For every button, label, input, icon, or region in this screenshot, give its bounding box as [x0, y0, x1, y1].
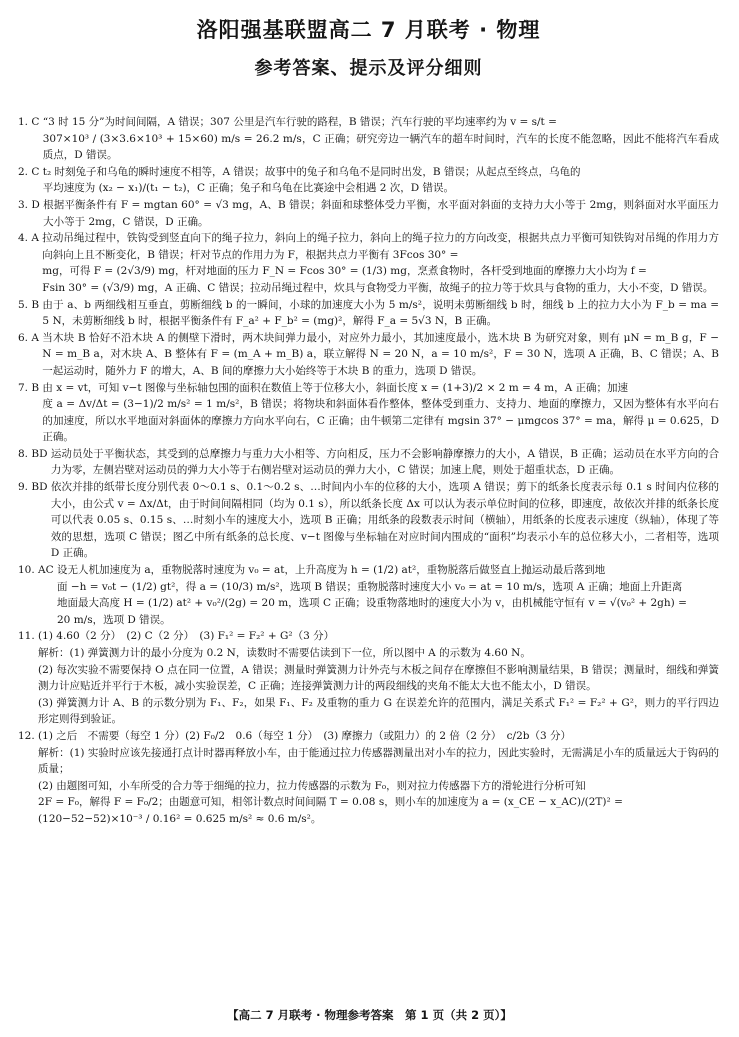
answer-body	[43, 164, 719, 197]
answer-item	[18, 562, 719, 628]
answer-line: 度 a = Δv/Δt = (3−1)/2 m/s² = 1 m/s²，B 错误；将物块和斜面体看作整体，整体受到重力、支持力、地面的摩擦力，又因为整体有水平向右的加速度，所以水平地面对斜面体的摩擦力方向水平向右，C 正确；由牛顿第二定律有 mgsin 37° − μmgcos 37° = ma，解得 μ = 0.625，D 正确。	[42, 398, 719, 444]
answer-item	[18, 114, 719, 164]
answer-number: 3. D	[18, 198, 44, 211]
answer-number: 7. B	[18, 381, 43, 394]
answer-number: 2. C	[18, 165, 43, 178]
answer-line: 地面最大高度 H = (1/2) at² + v₀²/(2g) = 20 m，选项 C 正确；设重物落地时的速度大小为 v，由机械能守恒有 v = √(v₀² + 2gh) =	[57, 597, 687, 610]
answer-line: (2) 每次实验不需要保持 O 点在同一位置，A 错误；测量时弹簧测力计外壳与木板之间存在摩擦但不影响测量结果，B 错误；测量时，细线和弹簧测力计应贴近并平行于木板，减小实验误差，C 正确；连接弹簧测力计的两段细线的夹角不能太大也不能太小，D 错误。	[38, 663, 719, 693]
answer-line: 307×10³ / (3×3.6×10³ + 15×60) m/s = 26.2 m/s，C 正确；研究旁边一辆汽车的超车时间时，汽车的长度不能忽略，因此不能将汽车看成质点，D 错误。	[42, 132, 719, 162]
answers-list	[18, 114, 719, 828]
answer-line: (3) 弹簧测力计 A、B 的示数分别为 F₁、F₂，如果 F₁、F₂ 及重物的重力 G 在误差允许的范围内，满足关系式 F₁² = F₂² + G²，则力的平行四边形定则得到验证。	[38, 696, 719, 726]
answer-line: (120−52−52)×10⁻³ / 0.16² = 0.625 m/s² ≈ 0.6 m/s²。	[38, 812, 322, 825]
answer-line: 依次并排的纸带长度分别代表 0～0.1 s、0.1～0.2 s、…时间内小车的位移的大小，选项 A 错误；剪下的纸条长度表示每 0.1 s 时间内位移的大小，由公式 v = Δx/Δt，由于时间间隔相同（均为 0.1 s），所以纸条长度 Δx 可以认为表示单位时间的位移，即速度，故依次并排的纸条长度可以代表 0.05 s、0.15 s、…时刻小车的速度大小，选项 B 正确；用纸条的段数表示时间（横轴），用纸条的长度表示速度（纵轴），体现了等效的思想，选项 C 错误；图乙中所有纸条的总长度、v−t 图像与坐标轴在对应时间内围成的“面积”均表示小车的总位移大小，二者相等，选项 D 正确。	[50, 481, 719, 560]
answer-body	[57, 562, 719, 628]
answer-line: t₂ 时刻兔子和乌龟的瞬时速度不相等，A 错误；故事中的兔子和乌龟不是同时出发，B 错误；从起点至终点，乌龟的	[42, 165, 581, 178]
answer-item	[18, 197, 719, 230]
answer-line: 解析：(1) 实验时应该先接通打点计时器再释放小车，由于能通过拉力传感器测量出对小车的拉力，因此实验时，无需满足小车的质量远大于钩码的质量；	[38, 746, 719, 776]
page-footer: 【高二 7 月联考 · 物理参考答案 第 1 页（共 2 页）】	[227, 1008, 512, 1022]
answer-item	[18, 380, 719, 446]
answer-body	[51, 446, 719, 479]
answer-body	[38, 728, 719, 828]
answer-number: 1. C	[18, 116, 43, 128]
answer-body	[43, 114, 719, 164]
answer-number: 8. BD	[18, 447, 51, 460]
answer-body	[42, 230, 719, 296]
answer-line: mg，可得 F = (2√3/9) mg，杆对地面的压力 F_N = Fcos 30° = (1/3) mg，烹煮食物时，各杆受到地面的摩擦力大小均为 f =	[42, 265, 647, 278]
answer-line: 解析：(1) 弹簧测力计的最小分度为 0.2 N，读数时不需要估读到下一位，所以图中 A 的示数为 4.60 N。	[38, 647, 531, 659]
page-title: 洛阳强基联盟高二 7 月联考 · 物理	[196, 18, 541, 42]
answer-line: 2F = F₀，解得 F = F₀/2；由题意可知，相邻计数点时间间隔 T = 0.08 s，则小车的加速度为 a = (x_CE − x_AC)/(2T)² =	[38, 796, 623, 809]
answer-line: 面 −h = v₀t − (1/2) gt²，得 a = (10/3) m/s²，选项 B 错误；重物脱落时速度大小 v₀ = at = 10 m/s，选项 A 正确；地面上升距离	[57, 580, 683, 593]
answer-number: 12.	[18, 729, 39, 742]
answer-line: Fsin 30° = (√3/9) mg，A 正确、C 错误；拉动吊绳过程中，炊具与食物受力平衡，故绳子的拉力等于炊具与食物的重力，大小不变，D 错误。	[42, 281, 714, 294]
answer-number: 4. A	[18, 232, 43, 245]
answer-item	[18, 330, 719, 380]
answer-line: 由于 a、b 两细线相互垂直，剪断细线 b 的一瞬间，小球的加速度大小为 5 m/s²，说明未剪断细线 b 时，细线 b 上的拉力大小为 F_b = ma = 5 N，未剪断细线 b 时，根据平衡条件有 F_a² + F_b² = (mg)²，解得 F_a = 5√3 N，B 正确。	[42, 298, 719, 328]
answer-line: 拉动吊绳过程中，铁钩受到竖直向下的绳子拉力，斜向上的绳子拉力，斜向上的绳子拉力的方向改变，根据共点力平衡可知铁钩对吊绳的作用力方向斜向上且不断变化，B 错误；杆对节点的作用力为 F，根据共点力平衡有 3Fcos 30° =	[42, 232, 719, 261]
page-subtitle: 参考答案、提示及评分细则	[254, 58, 483, 79]
answer-number: 10. AC	[18, 564, 57, 577]
answer-item	[18, 628, 719, 728]
answer-line: (1) 之后 不需要（每空 1 分）(2) F₀/2 0.6（每空 1 分） (3) 摩擦力（或阻力）的 2 倍（2 分） c/2b（3 分）	[38, 729, 572, 742]
answer-item	[18, 446, 719, 479]
answer-line: (1) 4.60（2 分） (2) C（2 分） (3) F₁² = F₂² + G²（3 分）	[38, 630, 335, 643]
answer-body	[51, 479, 719, 562]
answer-line: 运动员处于平衡状态，其受到的总摩擦力与重力大小相等、方向相反，压力不会影响静摩擦力的大小，A 错误，B 正确；运动员在水平方向的合力为零，左侧岩壁对运动员的弹力大小等于右侧岩壁对运动员的弹力大小，C 错误；加速上爬，则处于超重状态，D 正确。	[50, 447, 719, 477]
answer-line: 设无人机加速度为 a，重物脱落时速度为 v₀ = at，上升高度为 h = (1/2) at²，重物脱落后做竖直上抛运动最后落到地	[57, 564, 606, 577]
answer-line: 由 x = vt，可知 v−t 图像与坐标轴包围的面积在数值上等于位移大小，斜面长度 x = (1+3)/2 × 2 m = 4 m，A 正确；加速	[42, 381, 629, 394]
answer-body	[38, 628, 719, 728]
answer-line: 平均速度为 (x₂ − x₁)/(t₁ − t₂)，C 正确；兔子和乌龟在比赛途中会相遇 2 次，D 错误。	[42, 182, 455, 195]
answer-item	[18, 728, 719, 828]
answer-body	[42, 380, 719, 446]
answer-number: 5. B	[18, 298, 43, 311]
answer-body	[43, 197, 719, 230]
answer-line: “3 时 15 分”为时间间隔，A 错误；307 公里是汽车行驶的路程，B 错误；汽车行驶的平均速率约为 v = s/t =	[42, 116, 557, 128]
answer-item	[18, 230, 719, 296]
answer-item	[18, 479, 719, 562]
answer-line: 根据平衡条件有 F = mgtan 60° = √3 mg，A、B 错误；斜面和球整体受力平衡，水平面对斜面的支持力大小等于 2mg，则斜面对水平面压力大小等于 2mg，C 错误，D 正确。	[43, 198, 719, 228]
answer-line: 20 m/s，选项 D 错误。	[57, 613, 171, 626]
answer-number: 6. A	[18, 331, 43, 344]
answer-item	[18, 297, 719, 330]
answer-line: 当木块 B 恰好不沿木块 A 的侧壁下滑时，两木块间弹力最小，对应外力最小，其加速度最小，选木块 B 为研究对象，则有 μN = m_B g，F − N = m_B a，对木块 A、B 整体有 F = (m_A + m_B) a，联立解得 N = 20 N，a = 10 m/s²，F = 30 N，选项 A 正确，B、C 错误；A、B 一起运动时，随外力 F 的增大，A、B 间的摩擦力大小始终等于木块 B 的重力，选项 D 错误。	[42, 331, 719, 377]
answer-number: 9. BD	[18, 481, 51, 494]
answer-body	[42, 297, 719, 330]
answer-number: 11.	[18, 630, 39, 643]
answer-body	[42, 330, 719, 380]
answer-line: (2) 由题图可知，小车所受的合力等于细绳的拉力，拉力传感器的示数为 F₀，则对拉力传感器下方的滑轮进行分析可知	[38, 779, 586, 792]
answer-item	[18, 164, 719, 197]
